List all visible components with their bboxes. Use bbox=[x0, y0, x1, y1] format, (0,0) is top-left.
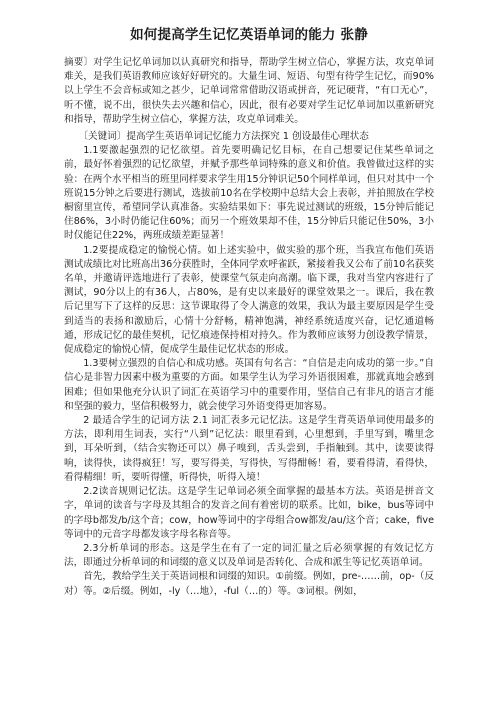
section-2-3-paragraph: 2.3分析单词的形态。这是学生在有了一定的词汇量之后必须掌握的有效记忆方法，即通过分析单词的和词缀的意义以及单词是否转化、合成和派生等记忆英语单词。 bbox=[64, 542, 434, 569]
section-2-2-paragraph: 2.2读音规则记忆法。这是学生记单词必须全面掌握的最基本方法。英语是拼音文字，单词的读音与字母及其组合的发音之间有着密切的联系。比如，bike，bus等词中的字母b都发/b/这个音；cow，how等词中的字母组合ow都发/au/这个音；cake，five等词中的元音字母都发该字母名称音等。 bbox=[64, 486, 434, 540]
section-1-2-paragraph: 1.2要提成稳定的愉悦心情。如上述实验中，做实验的那个班，当我宣布他们英语测试成绩比对比班高出36分获胜时，全体同学欢呼雀跃，紧接着我又公布了前10名获奖名单，并邀请评选地进行了表彰，使课堂气氛走向高潮。临下课，我对当堂内容进行了测试，90分以上的有36人，占80%，是有史以来最好的课堂效果之一。课后，我在教后记里写下了这样的反思：这节课取得了令人满意的效果，我认为最主要原因是学生受到适当的表扬和激励后，心情十分舒畅，精神饱满，神经系统适度兴奋，记忆通道畅通，形成记忆的最佳契机，记忆痕迹保持相对持久。作为教师应该努力创设教学情景，促成稳定的愉悦心情，促成学生最佳记忆状态的形成。 bbox=[64, 244, 434, 356]
section-1-1-paragraph: 1.1要激起强烈的记忆欲望。首先要明确记忆目标，在自己想要记住某些单词之前，最好怀着强烈的记忆欲望，并赋予那些单词特殊的意义和价值。我曾做过这样的实验：在两个水平相当的班里同样要求学生用15分钟识记50个同样单词，但只对其中一个班说15分钟之后要进行测试，选拔前10名在学校期中总结大会上表彰，并拍照放在学校橱窗里宣传，希望同学认真准备。实验结果如下：事先说过测试的班级，15分钟后能记住86%，3小时仍能记住60%；而另一个班效果却不佳，15分钟后只能记住50%，3小时仅能记住22%，两班成绩差距显著！ bbox=[64, 145, 434, 242]
document-title: 如何提高学生记忆英语单词的能力 张静 bbox=[130, 27, 368, 43]
section-1-3-paragraph: 1.3要树立强烈的自信心和成功感。英国有句名言：“自信是走向成功的第一步。”自信心是非智力因素中极为重要的方面。如果学生认为学习外语很困难，那就真地会感到困难；但如果他充分认识了词汇在英语学习中的重要作用，坚信自己有非凡的语言才能和坚强的毅力，坚信积极努力，就会使学习外语变得更加容易。 bbox=[64, 358, 434, 412]
abstract-paragraph: 摘要〕对学生记忆单词加以认真研究和指导，帮助学生树立信心，掌握方法，攻克单词难关，是我们英语教师应该好好研究的。大量生词、短语、句型有待学生记忆，而90%以上学生不会音标或知之甚少，记单词常常借助汉语或拼音，死记硬背，“有口无心”，听不懂，说不出，很快失去兴趣和信心，因此，很有必要对学生记忆单词加以重新研究和指导，帮助学生树立信心，掌握方法，攻克单词难关。 bbox=[64, 57, 434, 125]
keywords-paragraph: 〔关键词〕提高学生英语单词记忆能力方法探究 1 创设最佳心理状态 bbox=[78, 131, 369, 143]
affix-paragraph: 首先，教给学生关于英语词根和词缀的知识。①前缀。例如，pre-……前，op-（反对）等。②后缀。例如，-ly（…地），-ful（…的）等。③词根。例如， bbox=[64, 571, 434, 597]
section-2-1-paragraph: 2 最适合学生的记词方法 2.1 词汇表多元记忆法。这是学生背英语单词使用最多的方法，即利用生词表，实行“八到”记忆法：眼里看到，心里想到，手里写到，嘴里念到，耳朵听到，（结合实物还可以）鼻子嗅到，舌头尝到，手指触到。其中，读要读得响，读得快，读得疯狂！写，要写得美，写得快，写得酣畅！看，要看得清，看得快，看得精细！听，要听得懂，听得快，听得入境！ bbox=[64, 415, 434, 483]
